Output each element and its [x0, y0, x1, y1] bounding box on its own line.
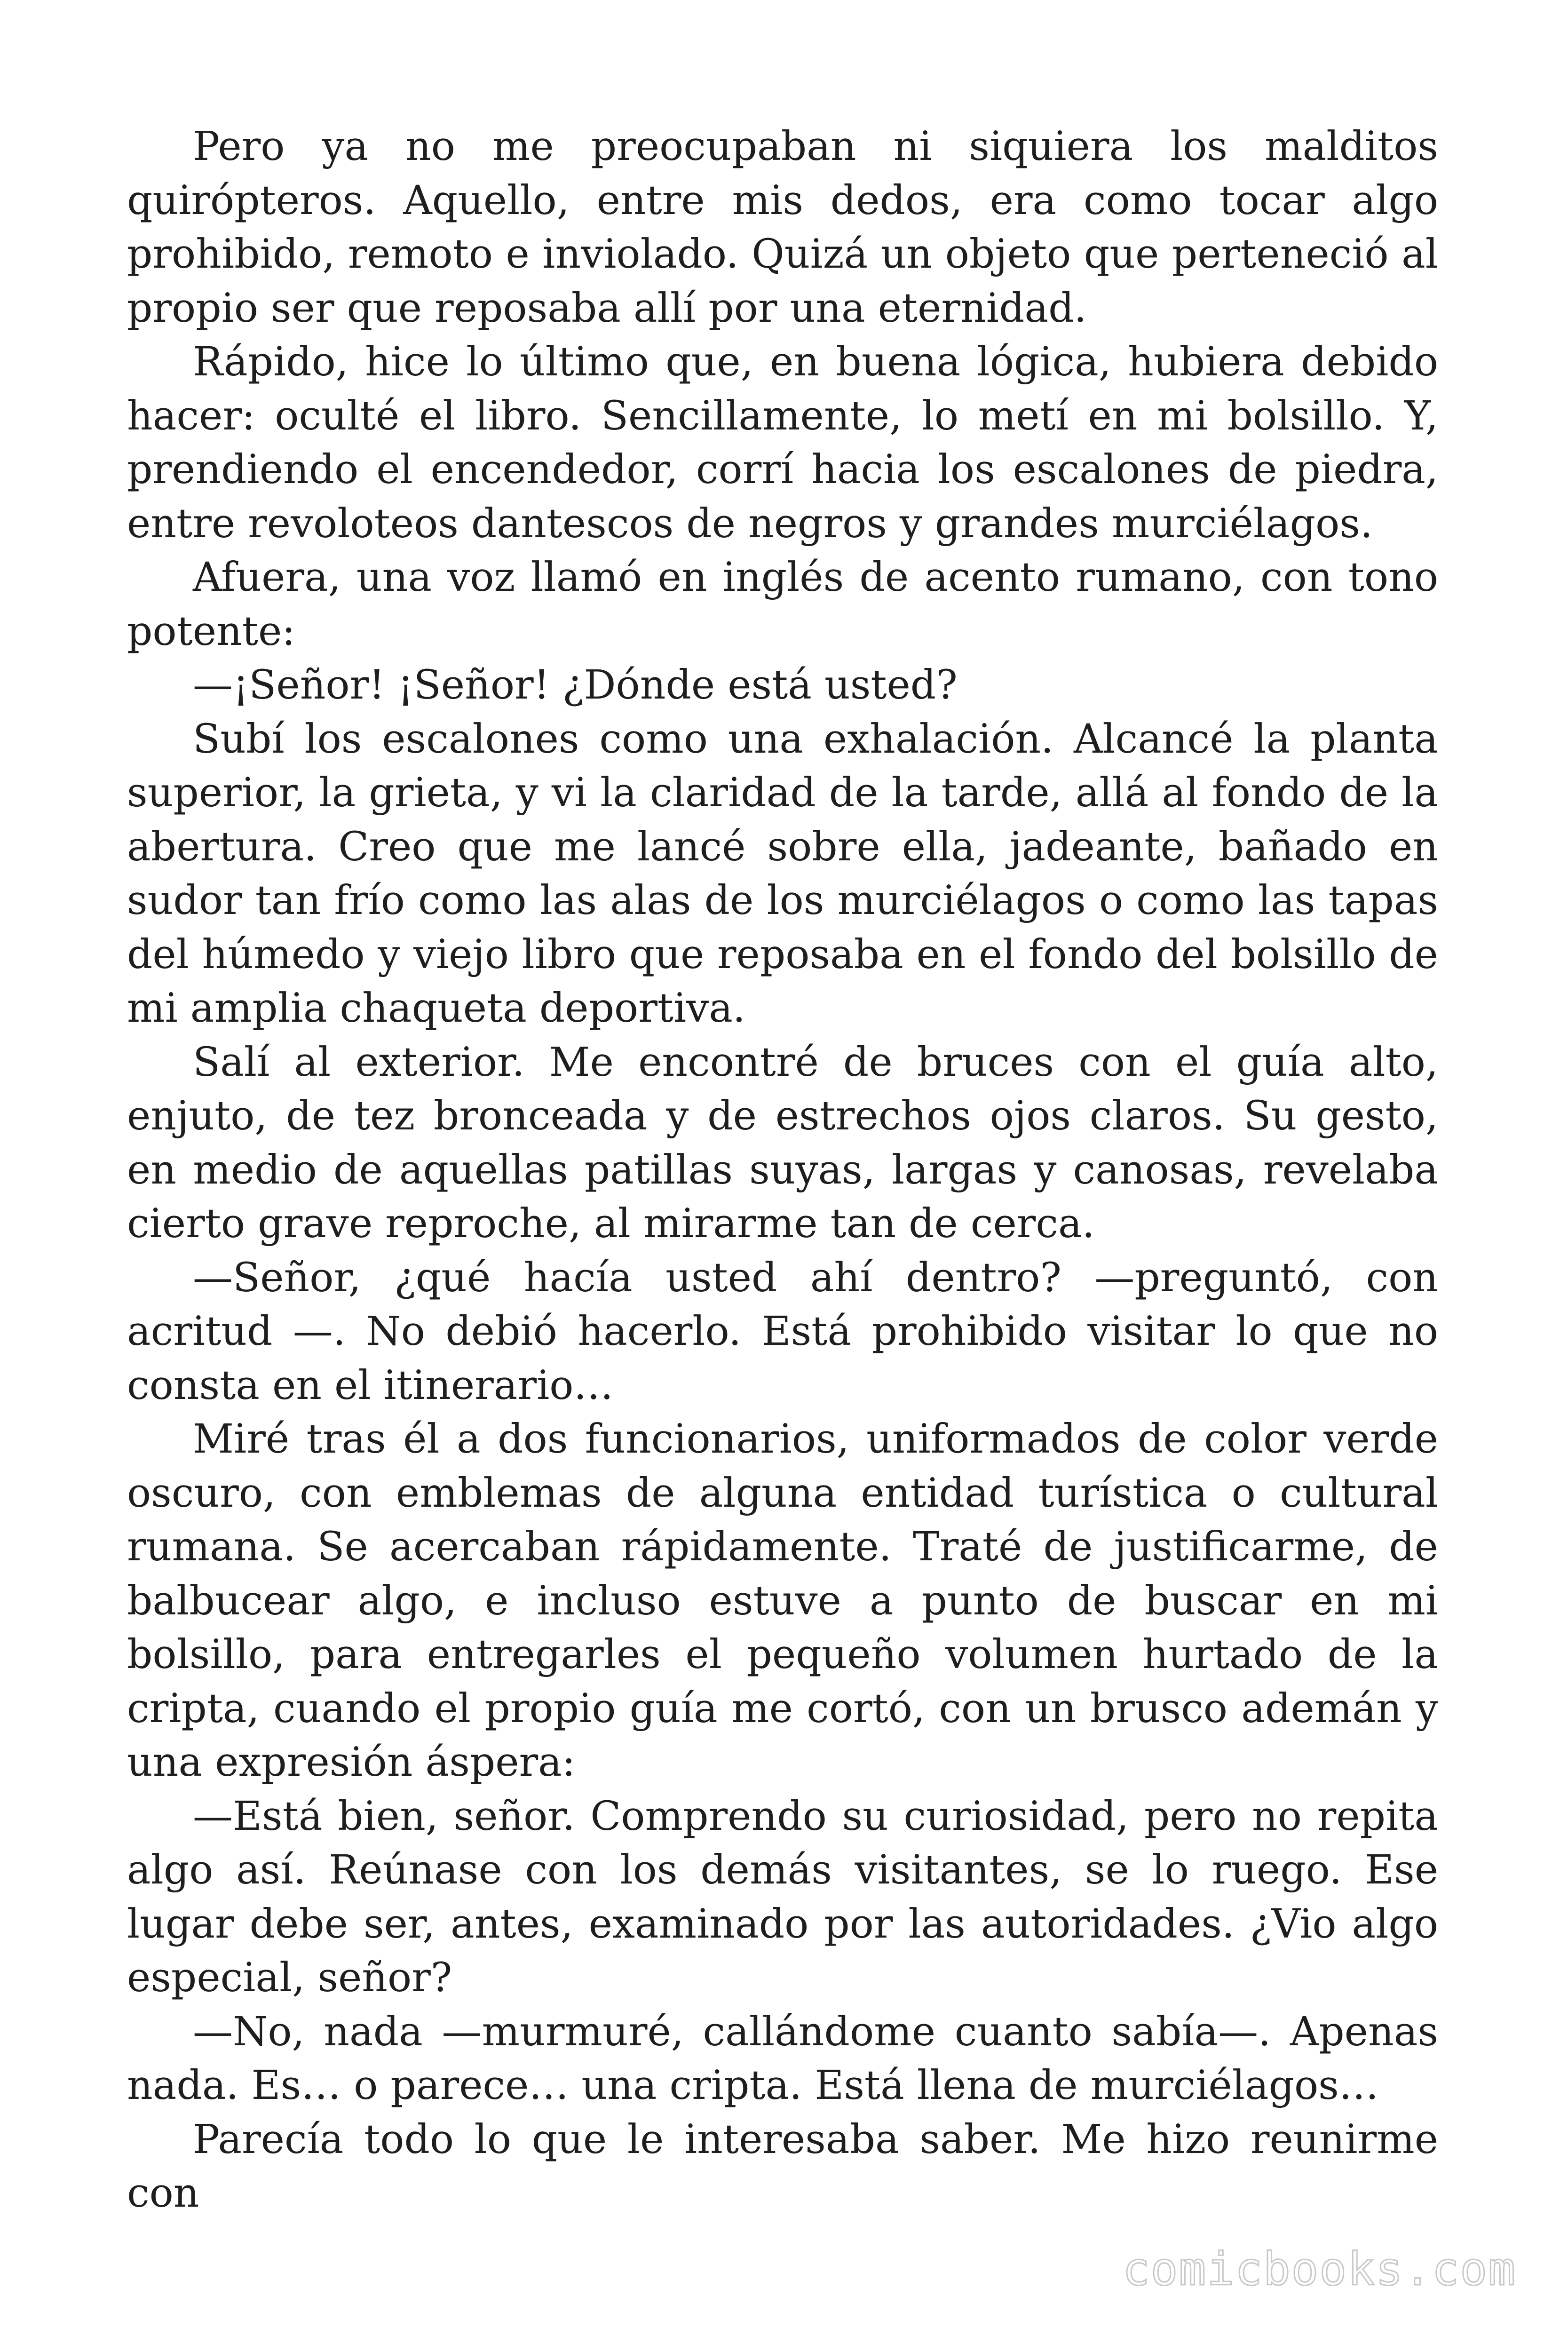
paragraph: —Está bien, señor. Comprendo su curiosidad, pero no repita algo así. Reúnase con los demás visitantes, se lo ruego. Ese lugar debe ser, antes, examinado por las autoridades. ¿Vio algo especial, señor?: [127, 1793, 1438, 2001]
body-text: [127, 120, 1438, 2221]
paragraph: Parecía todo lo que le interesaba saber. Me hizo reunirme con: [127, 2116, 1438, 2217]
paragraph: Salí al exterior. Me encontré de bruces con el guía alto, enjuto, de tez bronceada y de estrechos ojos claros. Su gesto, en medio de aquellas patillas suyas, largas y canosas, revelaba cierto grave reproche, al mirarme tan de cerca.: [127, 1039, 1438, 1247]
paragraph: Pero ya no me preocupaban ni siquiera los malditos quirópteros. Aquello, entre mis dedos, era como tocar algo prohibido, remoto e inviolado. Quizá un objeto que perteneció al propio ser que reposaba allí por una eternidad.: [127, 123, 1438, 332]
paragraph: Rápido, hice lo último que, en buena lógica, hubiera debido hacer: oculté el libro. Sencillamente, lo metí en mi bolsillo. Y, prendiendo el encendedor, corrí hacia los escalones de piedra, entre revoloteos dantescos de negros y grandes murciélagos.: [127, 339, 1438, 547]
paragraph: Afuera, una voz llamó en inglés de acento rumano, con tono potente:: [127, 554, 1438, 655]
paragraph: —Señor, ¿qué hacía usted ahí dentro? —preguntó, con acritud —. No debió hacerlo. Está prohibido visitar lo que no consta en el itinerario…: [127, 1254, 1438, 1409]
watermark: comicbooks.com: [1122, 2243, 1516, 2296]
paragraph: —No, nada —murmuré, callándome cuanto sabía—. Apenas nada. Es… o parece… una cripta. Está llena de murciélagos…: [127, 2008, 1438, 2109]
paragraph: Miré tras él a dos funcionarios, uniformados de color verde oscuro, con emblemas de alguna entidad turística o cultural rumana. Se acercaban rápidamente. Traté de justificarme, de balbucear algo, e incluso estuve a punto de buscar en mi bolsillo, para entregarles el pequeño volumen hurtado de la cripta, cuando el propio guía me cortó, con un brusco ademán y una expresión áspera:: [127, 1416, 1438, 1786]
paragraph: —¡Señor! ¡Señor! ¿Dónde está usted?: [193, 662, 958, 708]
paragraph: Subí los escalones como una exhalación. Alcancé la planta superior, la grieta, y vi la claridad de la tarde, allá al fondo de la abertura. Creo que me lancé sobre ella, jadeante, bañado en sudor tan frío como las alas de los murciélagos o como las tapas del húmedo y viejo libro que reposaba en el fondo del bolsillo de mi amplia chaqueta deportiva.: [127, 715, 1438, 1032]
